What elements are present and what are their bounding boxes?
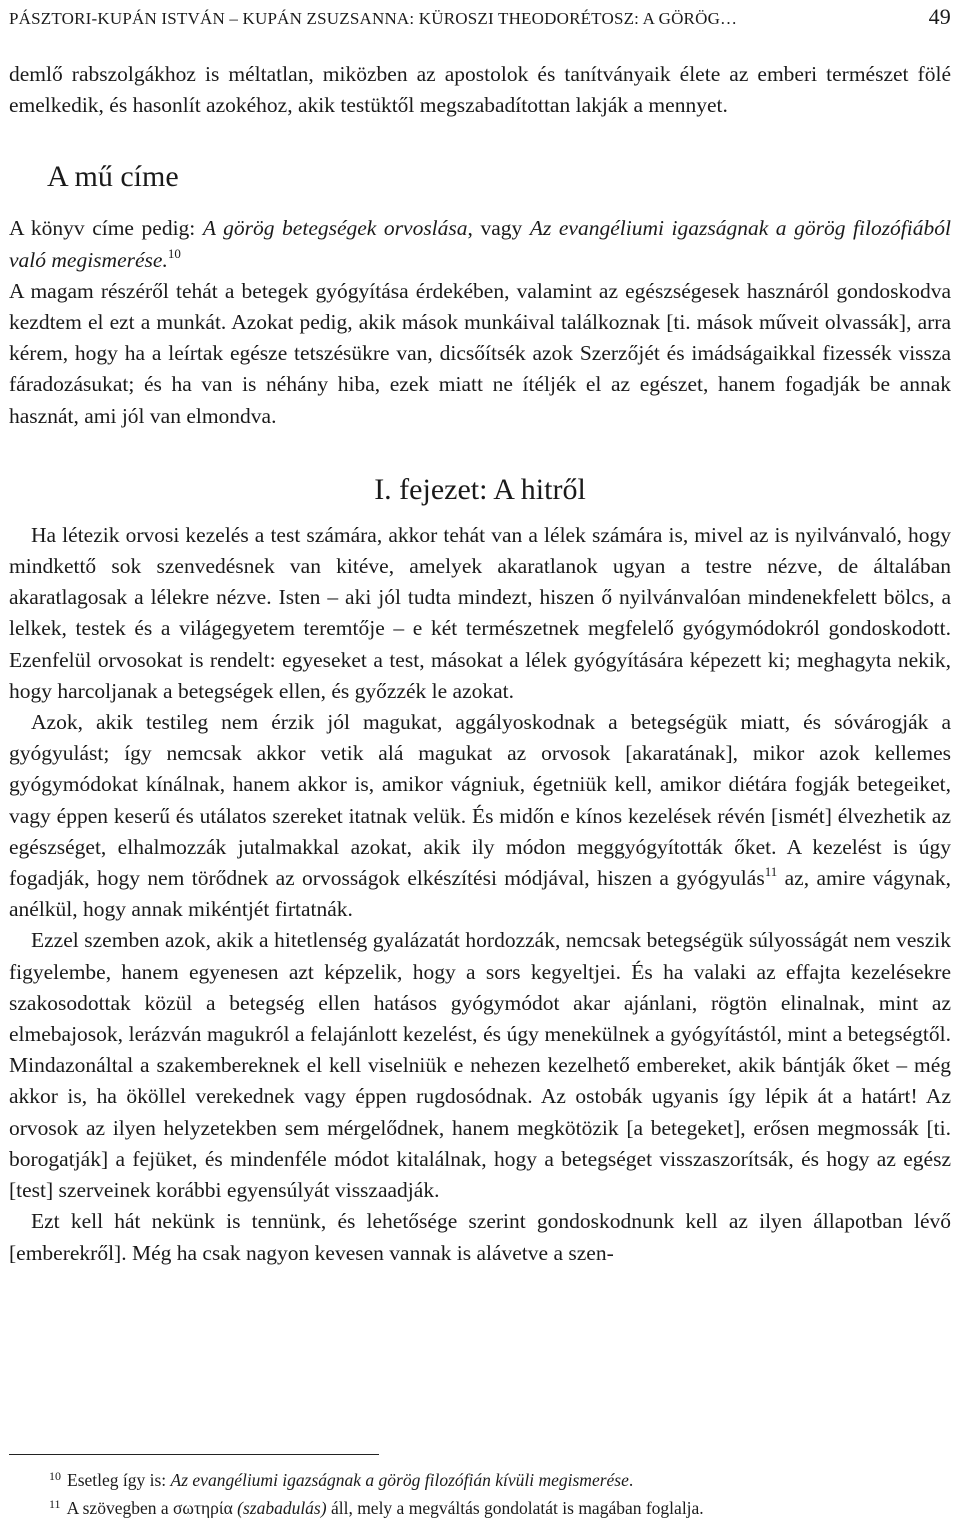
chapter-paragraph-3: Ezzel szemben azok, akik a hitetlenség gyalázatát hordozzák, nemcsak betegségük súlyosságát nem veszik figyelembe, hanem egyenesen azt képzelik, hogy a sors kegyeltjei. És ha valaki az effajta kezelésekre szakosodottak közül a betegség ellen hatásos gyógymódot akar ajánlani, rögtön elinalnak, mint az elmebajosok, lerázván magukról a felajánlott kezelést, és úgy menekülnek a gyógyítástól, mint a betegségtől. Mindazonáltal a szakembereknek el kell viselniük e nehezen kezelhető embereket, akik bántják őket – még akkor is, ha ököllel verekednek vagy éppen rugdosódnak. Az ostobák ugyanis így lépik át a határt! Az orvosok az ilyen helyzetekben sem mérgelődnek, hanem megkötözik [a betegeket], erősen megmossák [ti. borogatják] a fejüket, és mindenféle módot kitalálnak, hogy a betegséget visszaszorítsák, és hogy az egész [test] szerveinek korábbi egyensúlyát visszaadják. bbox=[9, 928, 951, 1203]
footnote-11 bbox=[9, 1494, 951, 1522]
footnote-ref-10[interactable]: 10 bbox=[167, 245, 181, 261]
footnote-italic: Az evangéliumi igazságnak a görög filozófián kívüli megismerése bbox=[170, 1470, 629, 1490]
footnote-number: 10 bbox=[49, 1469, 61, 1483]
running-header bbox=[9, 4, 951, 30]
footnote-divider bbox=[9, 1454, 379, 1455]
book-title-2: Az evangéliumi igazságnak a görög filozófiából való megismerése. bbox=[9, 216, 951, 272]
page-number: 49 bbox=[928, 4, 951, 29]
chapter-paragraph-4: Ezt kell hát nekünk is tennünk, és lehetősége szerint gondoskodnunk kell az ilyen állapotban lévő [emberekről]. Még ha csak nagyon kevesen vannak is alávetve a szen- bbox=[9, 1209, 951, 1265]
chapter-paragraph-2 bbox=[9, 707, 951, 925]
footnote-text-end: . bbox=[628, 1470, 634, 1490]
greek-word: σωτηρία bbox=[173, 1498, 233, 1518]
chapter-paragraph-1: Ha létezik orvosi kezelés a test számára, akkor tehát van a lélek számára is, mivel az is nyilvánvaló, hogy mindkettő sok szenvedésnek van kitéve, amelyek akaratlanok ugyan a testre nézve, de általában akaratlagosak a lélekre nézve. Isten – aki jól tudta mindezt, hiszen ő nyilvánvalóan mindenekfelett bölcs, a lelkek, testek és a világegyetem teremtője – e két természetnek megfelelő gyógymódokról gondoskodott. Ezenfelül orvosokat is rendelt: egyeseket a test, másokat a lélek gyógyítására képezett ki; meghagyta nekik, hogy harcoljanak a betegségek ellen, és győzzék le azokat. bbox=[9, 522, 951, 703]
page-body bbox=[9, 59, 951, 1269]
section-title: A mű címe bbox=[47, 160, 179, 194]
footnote-10 bbox=[9, 1466, 951, 1494]
footnote-text-end: áll, mely a megváltás gondolatát is magában foglalja. bbox=[326, 1498, 704, 1518]
chapter-p2-after: az, amire vágynak, anélkül, hogy annak mikéntjét firtatnák. bbox=[9, 866, 951, 922]
intent-paragraph: A magam részéről tehát a betegek gyógyítása érdekében, valamint az egészségesek hasznáról gondoskodva kezdtem el ezt a munkát. Azokat pedig, akik mások munkáival találkoznak [ti. mások műveit olvassák], arra kérem, hogy ha a leírtak egésze tetszésükre van, dicsőítsék azok Szerzőjét és imádságaikkal fizessék vissza fáradozásukat; és ha van is néhány hiba, ezek miatt ne ítéljék el az egészet, hanem fogadják be annak hasznát, ami jól van elmondva. bbox=[9, 278, 951, 428]
chapter-title: I. fejezet: A hitről bbox=[374, 472, 586, 506]
footnote-number: 11 bbox=[49, 1497, 61, 1511]
footnote-text: Esetleg így is: bbox=[67, 1470, 171, 1490]
footnote-italic: (szabadulás) bbox=[237, 1498, 327, 1518]
footnote-ref-11[interactable]: 11 bbox=[764, 864, 778, 880]
chapter-p2-before: Azok, akik testileg nem érzik jól magukat, aggályoskodnak a betegségük miatt, és sóvárogják a gyógyulást; így nemcsak akkor vetik alá magukat az orvosok [akaratának], mikor azok kellemes gyógymódokat kínálnak, hanem akkor is, amikor vágniuk, égetniük kell, amikor diétára fogják betegeiket, vagy éppen keserű és utálatos szereket itatnak velük. És midőn e kínos kezelések révén [ismét] élvezhetik az egészséget, elhalmozzák jutalmakkal azokat, akik ily módon meggyógyították őket. A kezelést is úgy fogadják, hogy nem törődnek az orvosságok elkészítési módjával, hiszen a gyógyulás bbox=[9, 710, 951, 891]
book-title-1: A görög betegségek orvoslása bbox=[202, 216, 468, 241]
intro-paragraph: demlő rabszolgákhoz is méltatlan, miközben az apostolok és tanítványaik élete az emberi természet fölé emelkedik, és hasonlít azokéhoz, akik testüktől megszabadítottan lakják a mennyet. bbox=[9, 62, 951, 118]
title-lead: A könyv címe pedig: bbox=[9, 216, 203, 241]
title-mid: , vagy bbox=[467, 216, 530, 241]
footnote-text: A szövegben a bbox=[66, 1498, 173, 1518]
title-paragraph bbox=[9, 213, 951, 275]
running-title: PÁSZTORI-KUPÁN ISTVÁN – KUPÁN ZSUZSANNA: KÜROSZI THEODORÉTOSZ: A GÖRÖG… bbox=[9, 9, 738, 28]
footnotes bbox=[9, 1466, 951, 1522]
